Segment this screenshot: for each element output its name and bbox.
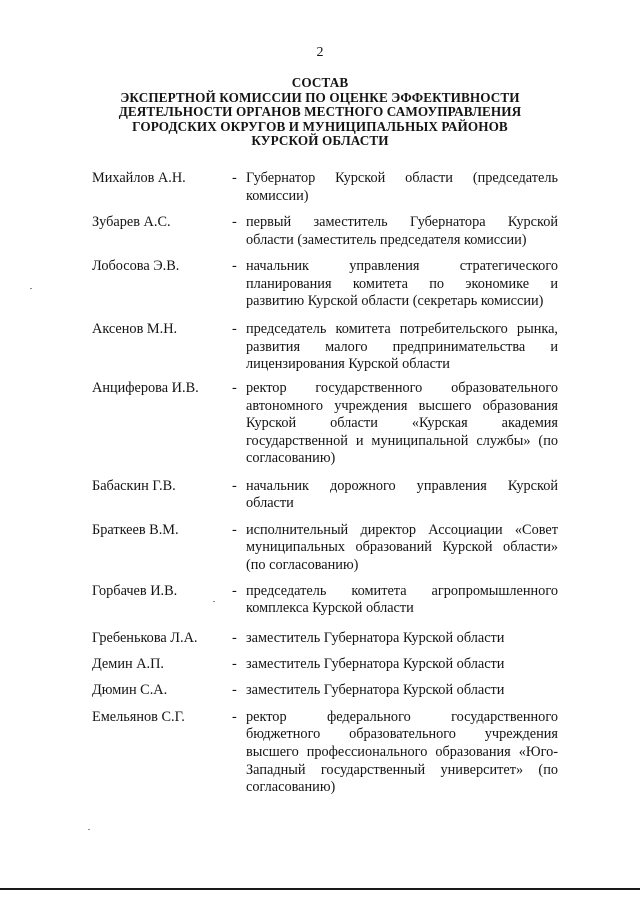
- member-role: [244, 583, 558, 618]
- member-role-line: комиссии): [246, 187, 309, 204]
- scan-speck: [213, 601, 215, 602]
- member-role: [244, 709, 558, 797]
- member-row: [92, 682, 558, 700]
- member-row: [92, 630, 558, 648]
- member-role-line: Западный государственный университет» (по: [246, 761, 558, 778]
- member-role-line: заместитель Губернатора Курской области: [246, 629, 505, 646]
- member-role-line: ректор государственного образовательного: [246, 379, 558, 396]
- document-title: [60, 76, 580, 149]
- member-name: Анциферова И.В.: [92, 379, 199, 396]
- member-role-line: председатель комитета агропромышленного: [246, 582, 558, 599]
- member-role-line: начальник управления стратегического: [246, 257, 558, 274]
- title-line: ЭКСПЕРТНОЙ КОМИССИИ ПО ОЦЕНКЕ ЭФФЕКТИВНОСТИ: [120, 89, 520, 105]
- member-name: Браткеев В.М.: [92, 521, 179, 538]
- member-role-line: бюджетного образовательного учреждения: [246, 726, 558, 743]
- member-role-line: начальник дорожного управления Курской: [246, 477, 558, 494]
- member-dash: -: [232, 681, 237, 698]
- member-role: [244, 656, 558, 674]
- member-row: [92, 583, 558, 618]
- member-dash: -: [232, 477, 237, 494]
- member-role-line: Курской области «Курская академия: [246, 415, 558, 432]
- member-name: Аксенов М.Н.: [92, 320, 178, 337]
- member-name: Зубарев А.С.: [92, 213, 171, 230]
- member-role-line: муниципальных образований Курской области»: [246, 539, 558, 556]
- member-role: [244, 258, 558, 311]
- title-line: КУРСКОЙ ОБЛАСТИ: [251, 133, 389, 149]
- member-role-line: исполнительный директор Ассоциации «Совет: [246, 521, 558, 538]
- member-dash: -: [232, 320, 237, 337]
- member-role: [244, 478, 558, 513]
- member-dash: -: [232, 521, 237, 538]
- member-role-line: согласованию): [246, 450, 336, 467]
- member-role-line: председатель комитета потребительского рынка,: [246, 320, 558, 337]
- member-name: Лобосова Э.В.: [92, 257, 180, 274]
- member-row: [92, 321, 558, 374]
- member-row: [92, 478, 558, 513]
- title-line: ДЕЯТЕЛЬНОСТИ ОРГАНОВ МЕСТНОГО САМОУПРАВЛЕНИЯ: [118, 104, 522, 120]
- member-dash: -: [232, 629, 237, 646]
- member-name: Михайлов А.Н.: [92, 170, 186, 186]
- member-role-line: автономного учреждения высшего образования: [246, 397, 558, 414]
- page-number: 2: [316, 45, 324, 60]
- member-role-line: планирования комитета по экономике и: [246, 275, 558, 292]
- member-name: Дюмин С.А.: [92, 681, 168, 698]
- member-row: [92, 380, 558, 468]
- member-dash: -: [232, 213, 237, 230]
- footer-rule: [0, 888, 640, 890]
- member-dash: -: [232, 257, 237, 274]
- member-role: [244, 170, 558, 205]
- member-row: [92, 170, 558, 205]
- member-row: [92, 214, 558, 249]
- member-role-line: развитию Курской области (секретарь комиссии): [246, 293, 544, 310]
- member-dash: -: [232, 708, 237, 725]
- scan-speck: [30, 288, 32, 289]
- member-role-line: комплекса Курской области: [246, 600, 414, 617]
- member-role-line: согласованию): [246, 779, 336, 796]
- member-role-line: Губернатор Курской области (председатель: [246, 170, 558, 186]
- member-dash: -: [232, 379, 237, 396]
- member-row: [92, 709, 558, 797]
- member-role-line: (по согласованию): [246, 557, 359, 574]
- member-role-line: области: [246, 495, 294, 512]
- member-role-line: ректор федерального государственного: [246, 708, 558, 725]
- member-role-line: заместитель Губернатора Курской области: [246, 655, 505, 672]
- member-role-line: государственной и муниципальной службы» (по: [246, 432, 558, 449]
- scan-speck: [88, 829, 90, 830]
- member-row: [92, 522, 558, 575]
- member-role: [244, 380, 558, 468]
- title-line: СОСТАВ: [291, 75, 349, 90]
- member-role-line: лицензирования Курской области: [246, 356, 450, 373]
- member-name: Бабаскин Г.В.: [92, 477, 176, 494]
- member-dash: -: [232, 655, 237, 672]
- member-role: [244, 321, 558, 374]
- member-role-line: высшего профессионального образования «Юго-: [246, 743, 558, 760]
- member-name: Емельянов С.Г.: [92, 708, 185, 725]
- member-name: Гребенькова Л.А.: [92, 629, 198, 646]
- member-row: [92, 656, 558, 674]
- member-role-line: области (заместитель председателя комиссии): [246, 231, 527, 248]
- member-dash: -: [232, 170, 237, 186]
- member-role: [244, 630, 558, 648]
- member-name: Демин А.П.: [92, 655, 164, 672]
- member-role: [244, 214, 558, 249]
- member-dash: -: [232, 582, 237, 599]
- member-role-line: первый заместитель Губернатора Курской: [246, 213, 558, 230]
- member-row: [92, 258, 558, 311]
- member-role-line: заместитель Губернатора Курской области: [246, 681, 505, 698]
- member-name: Горбачев И.В.: [92, 582, 178, 599]
- commission-member-list: [92, 170, 558, 797]
- member-role: [244, 682, 558, 700]
- member-role-line: развития малого предпринимательства и: [246, 338, 558, 355]
- member-role: [244, 522, 558, 575]
- title-line: ГОРОДСКИХ ОКРУГОВ И МУНИЦИПАЛЬНЫХ РАЙОНОВ: [132, 118, 508, 134]
